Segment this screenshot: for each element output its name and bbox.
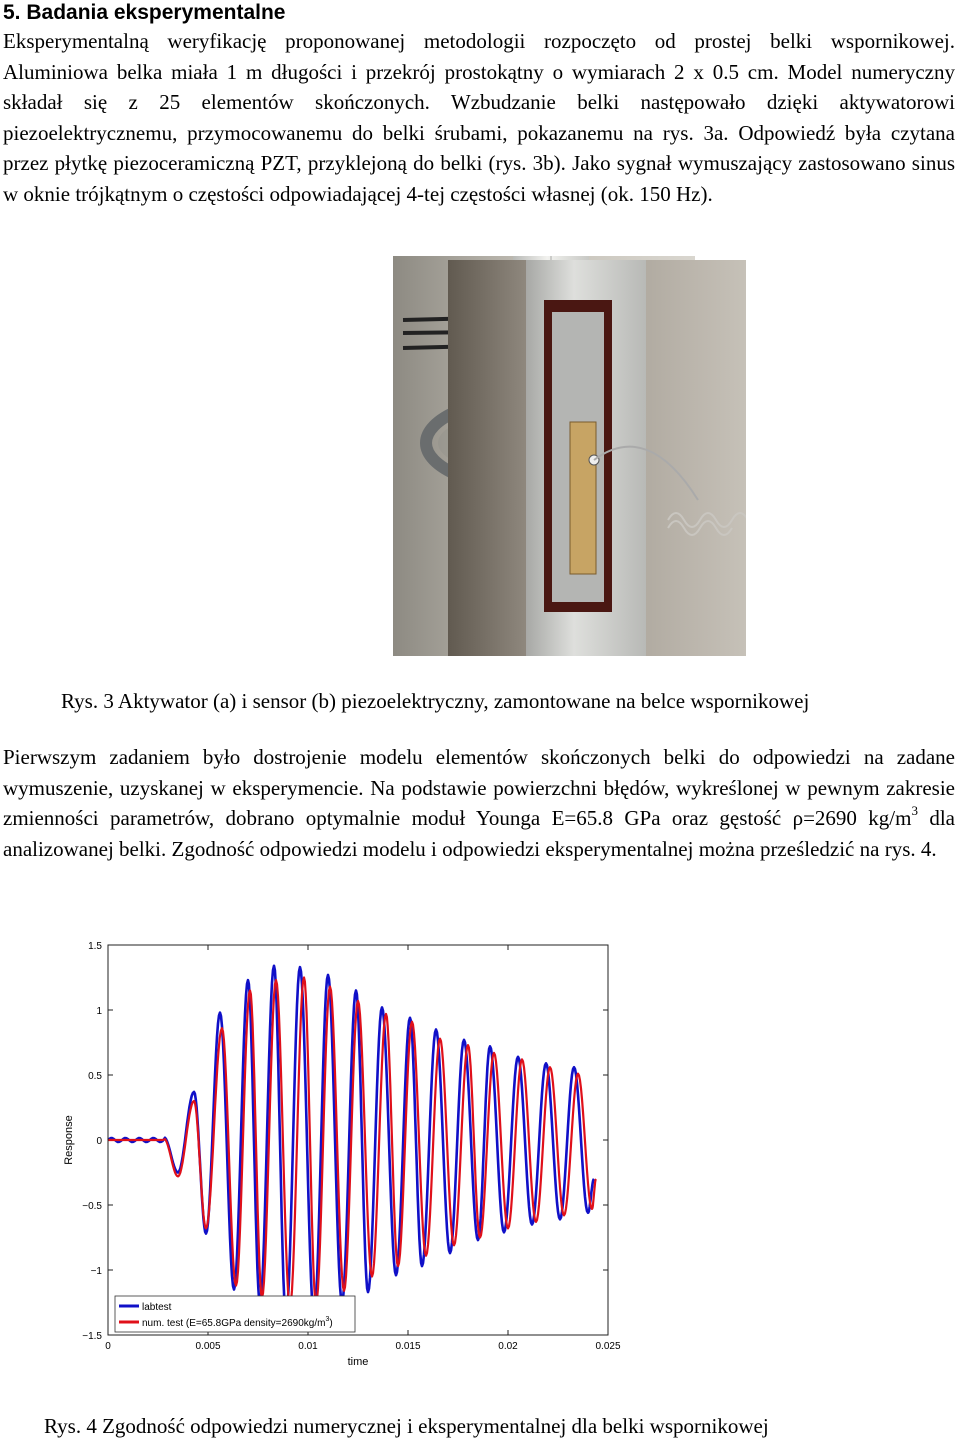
legend-label-numtest: num. test (E=65.8GPa $density=2690kg/m^3$): [142, 1316, 333, 1329]
x-tick-label: 0.005: [195, 1341, 221, 1352]
x-tick-label: 0.025: [595, 1341, 621, 1352]
paragraph-tuning-text: Pierwszym zadaniem było dostrojenie modelu elementów skończonych belki do odpowiedzi na zadane wymuszenie, uzyskanej w eksperymencie. Na podstawie powierzchni błędów, wykreślonej w pewnym zakresie zmienności parametrów, dobrano optymalnie moduł Younga E=65.8 GPa oraz gęstość ρ=2690 kg/m: [3, 745, 955, 830]
y-tick-label: 1.5: [88, 941, 102, 952]
y-tick-label: −1: [90, 1266, 102, 1277]
y-tick-label: 0.5: [88, 1071, 102, 1082]
y-axis-label: Response: [63, 1115, 75, 1165]
x-tick-label: 0.01: [298, 1341, 318, 1352]
superscript-3: 3: [911, 803, 918, 818]
legend: [115, 1296, 355, 1332]
x-tick-label: 0.015: [395, 1341, 421, 1352]
y-tick-label: −0.5: [82, 1201, 102, 1212]
x-tick-label: 0: [105, 1341, 111, 1352]
paragraph-intro: Eksperymentalną weryfikację proponowanej metodologii rozpoczęto od prostej belki wspornikowej. Aluminiowa belka miała 1 m długości i przekrój prostokątny o wymiarach 2 x 0.5 cm. Model numeryczny składał się z 25 elementów skończonych. Wzbudzanie belki następowało dzięki aktywatorowi piezoelektrycznemu, przymocowanemu do belki śrubami, pokazanemu na rys. 3a. Odpowiedź była czytana przez płytkę piezoceramiczną PZT, przyklejoną do belki (rys. 3b). Jako sygnał wymuszający zastosowano sinus w oknie trójkątnym o częstości odpowiadającej 4-tej częstości własnej (ok. 150 Hz).: [3, 29, 955, 206]
paragraph-tuning-text-end: dla analizowanej belki. Zgodność odpowiedzi modelu i odpowiedzi eksperymentalnej można prześledzić na rys. 4.: [3, 806, 955, 861]
paragraph-tuning: [3, 742, 955, 864]
sensor-illustration: [448, 260, 746, 656]
x-tick-label: 0.02: [498, 1341, 518, 1352]
y-tick-label: 1: [96, 1006, 102, 1017]
section-heading: 5. Badania eksperymentalne: [3, 1, 286, 24]
figure4-caption: Rys. 4 Zgodność odpowiedzi numerycznej i eksperymentalnej dla belki wspornikowej: [44, 1414, 769, 1438]
figure3-caption: Rys. 3 Aktywator (a) i sensor (b) piezoelektryczny, zamontowane na belce wspornikowej: [61, 689, 810, 713]
legend-label-labtest: labtest: [142, 1302, 172, 1313]
response-chart: [50, 925, 630, 1385]
photo-sensor: [448, 260, 746, 656]
y-tick-label: 0: [96, 1136, 102, 1147]
y-tick-label: −1.5: [82, 1331, 102, 1342]
x-axis-label: time: [347, 1356, 369, 1368]
